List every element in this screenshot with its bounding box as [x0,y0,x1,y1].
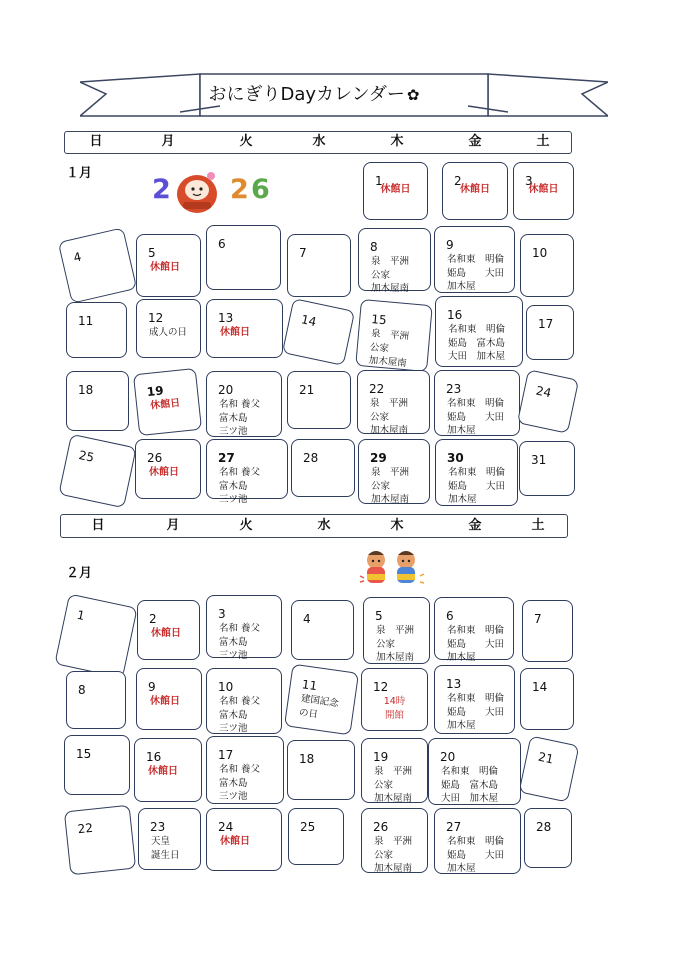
closed-label: 休館日 [149,467,179,478]
day-note: 泉 平洲 公家 加木屋南 [371,256,410,294]
day-number: 7 [534,612,542,626]
day-number: 12 [373,680,389,694]
day-cell-february-3 [206,595,282,661]
day-cell-february-10 [206,668,282,734]
day-cell-january-12 [136,299,201,358]
day-number: 10 [218,680,234,694]
day-cell-january-30 [435,439,518,506]
day-number: 10 [532,246,548,260]
day-cell-january-19 [133,368,202,436]
day-cell-january-17 [526,305,574,360]
day-cell-january-11 [66,302,127,358]
day-note: 名和東 明倫 姫島 大田 加木屋 [448,467,506,505]
day-number: 4 [72,249,83,265]
closed-label: 休館日 [148,766,178,777]
day-note: 名和 養父 富木島 三ツ池 [219,696,261,734]
day-cell-january-27 [206,439,288,505]
day-number: 27 [218,451,235,465]
day-cell-january-14 [282,298,355,366]
day-cell-february-21 [519,735,580,802]
day-number: 17 [538,317,554,331]
day-cell-january-8 [358,228,431,294]
day-number: 22 [77,820,94,837]
day-number: 9 [446,238,454,252]
day-number: 3 [525,174,533,188]
day-number: 2 [454,174,462,188]
day-number: 11 [78,314,94,328]
day-cell-january-9 [434,226,515,293]
day-cell-january-24 [517,369,579,434]
day-cell-february-28 [524,808,572,868]
closed-label: 休館日 [150,262,180,273]
day-note: 成人の日 [149,327,188,338]
day-number: 11 [300,677,319,694]
weekday-label: 月 [161,134,175,149]
day-cell-february-27 [434,808,521,874]
day-cell-january-31 [519,441,575,496]
day-number: 18 [299,752,315,766]
day-number: 29 [370,451,387,465]
day-number: 15 [76,747,92,761]
day-number: 21 [299,383,315,397]
day-cell-february-18 [287,740,355,800]
weekday-label: 木 [390,518,404,533]
day-note: 泉 平洲 公家 加木屋南 [368,328,410,370]
day-cell-january-29 [358,439,430,504]
day-note: 名和東 明倫 姫島 大田 加木屋 [447,625,505,663]
day-note: 泉 平洲 公家 加木屋南 [370,398,409,436]
day-note: 名和東 明倫 姫島 富木島 大田 加木屋 [441,766,499,804]
day-cell-january-15 [355,299,433,372]
day-number: 25 [300,820,316,834]
weekday-header-january [64,131,572,154]
day-cell-february-24 [206,808,282,871]
day-note: 名和 養父 富木島 三ツ池 [219,764,261,802]
day-note: 建国記念 の日 [298,693,340,721]
opening-time-label: 14時 開館 [383,696,406,721]
day-cell-january-13 [206,299,283,358]
day-note: 泉 平洲 公家 加木屋南 [371,467,410,505]
day-cell-january-16 [435,296,523,367]
flower-icon: ✿ [406,86,420,104]
day-number: 21 [536,749,555,767]
year-decoration [152,170,272,214]
day-number: 1 [75,607,86,624]
day-note: 名和東 明倫 姫島 大田 加木屋 [447,836,505,874]
closed-label: 休館日 [528,184,559,195]
weekday-label: 日 [89,134,103,149]
day-number: 5 [148,246,156,260]
closed-label: 休館日 [151,628,181,639]
weekday-label: 水 [312,134,326,149]
day-number: 4 [303,612,311,626]
weekday-label: 火 [239,134,253,149]
day-number: 24 [534,383,553,401]
day-number: 8 [370,240,378,254]
day-note: 名和東 明倫 姫島 大田 加木屋 [447,398,505,436]
day-cell-february-14 [520,668,574,730]
weekday-label: 木 [390,134,404,149]
day-number: 24 [218,820,234,834]
day-cell-january-20 [206,371,282,437]
weekday-label: 金 [468,134,482,149]
title-text: おにぎりDayカレンダー [208,84,405,105]
day-number: 20 [218,383,234,397]
day-cell-february-16 [134,738,202,802]
day-note: 名和東 明倫 姫島 大田 加木屋 [447,693,505,731]
day-cell-january-10 [520,234,574,297]
day-number: 1 [375,174,383,188]
day-number: 6 [218,237,226,251]
day-number: 25 [77,447,96,465]
day-cell-january-2 [442,162,508,220]
day-number: 17 [218,748,234,762]
day-number: 3 [218,607,226,621]
weekday-label: 土 [536,134,550,149]
day-number: 15 [370,311,388,328]
day-cell-january-26 [135,439,201,499]
closed-label: 休館日 [149,397,181,412]
day-cell-january-23 [434,370,520,436]
day-number: 28 [303,451,319,465]
day-note: 泉 平洲 公家 加木屋南 [374,836,413,874]
day-cell-february-25 [288,808,344,865]
month-label-february: ２月 [66,566,93,581]
day-number: 19 [146,383,165,400]
day-note: 泉 平洲 公家 加木屋南 [376,625,415,663]
day-number: 28 [536,820,552,834]
day-number: 16 [146,750,162,764]
day-cell-february-26 [361,808,428,873]
day-number: 27 [446,820,462,834]
day-note: 名和 養父 富木島 三ツ池 [219,623,261,661]
day-cell-january-1 [363,162,428,220]
day-number: 22 [369,382,385,396]
day-number: 14 [532,680,548,694]
day-cell-february-17 [206,736,284,804]
closed-label: 休館日 [460,184,490,195]
year-digit: 6 [251,174,270,205]
day-cell-february-20 [428,738,521,805]
day-cell-february-7 [522,600,573,662]
day-number: 13 [218,311,234,325]
day-number: 30 [447,451,464,465]
weekday-label: 金 [468,518,482,533]
day-cell-february-12 [361,668,428,731]
day-cell-january-21 [287,371,351,429]
day-number: 23 [150,820,166,834]
day-cell-february-19 [361,738,428,803]
day-number: 6 [446,609,454,623]
day-cell-february-11 [284,664,359,736]
day-cell-february-23 [138,808,201,870]
weekday-label: 水 [317,518,331,533]
oni-pair-icon [356,546,428,592]
weekday-label: 火 [239,518,253,533]
closed-label: 休館日 [220,327,250,338]
day-note: 泉 平洲 公家 加木屋南 [374,766,413,804]
day-note: 天皇 誕生日 [151,836,180,861]
closed-label: 休館日 [380,184,411,195]
day-number: 16 [447,308,463,322]
day-note: 名和東 明倫 姫島 富木島 大田 加木屋 [448,324,506,362]
day-number: 26 [147,451,163,465]
day-cell-january-5 [136,234,201,297]
day-cell-january-18 [66,371,129,431]
day-number: 31 [531,453,547,467]
year-digit: 2 [152,174,171,205]
day-number: 26 [373,820,389,834]
day-cell-february-8 [66,671,126,729]
page-title [200,76,428,114]
day-note: 名和 養父 富木島 三ツ池 [219,399,261,437]
day-number: 8 [78,683,86,697]
day-number: 5 [375,609,383,623]
day-cell-january-22 [357,370,430,434]
day-cell-january-25 [58,434,136,509]
day-number: 19 [373,750,389,764]
day-number: 20 [440,750,456,764]
weekday-label: 土 [531,518,545,533]
day-number: 2 [149,612,157,626]
day-number: 18 [78,383,94,397]
day-cell-february-22 [64,805,136,876]
day-cell-january-6 [206,225,281,290]
weekday-label: 日 [91,518,105,533]
day-number: 23 [446,382,462,396]
day-cell-january-4 [58,227,137,303]
year-digit: 2 [230,174,249,205]
month-label-january: １月 [66,166,93,181]
daruma-icon [174,170,220,214]
day-cell-january-28 [291,439,355,497]
day-number: 7 [299,246,307,260]
closed-label: 休館日 [220,836,250,847]
day-cell-february-13 [434,665,515,734]
day-number: 14 [299,312,318,330]
day-cell-february-5 [363,597,430,664]
day-cell-february-1 [54,594,137,679]
day-cell-february-15 [64,735,130,795]
day-number: 13 [446,677,462,691]
day-cell-february-6 [434,597,514,663]
closed-label: 休館日 [150,696,180,707]
day-note: 名和 養父 富木島 三ツ池 [219,467,261,505]
day-cell-february-4 [291,600,354,660]
day-cell-february-2 [137,600,200,660]
day-cell-january-7 [287,234,351,297]
day-number: 12 [148,311,164,325]
day-note: 名和東 明倫 姫島 大田 加木屋 [447,254,505,292]
weekday-header-february [60,514,568,538]
day-cell-january-3 [513,162,574,220]
day-number: 9 [148,680,156,694]
day-cell-february-9 [136,668,202,730]
weekday-label: 月 [166,518,180,533]
